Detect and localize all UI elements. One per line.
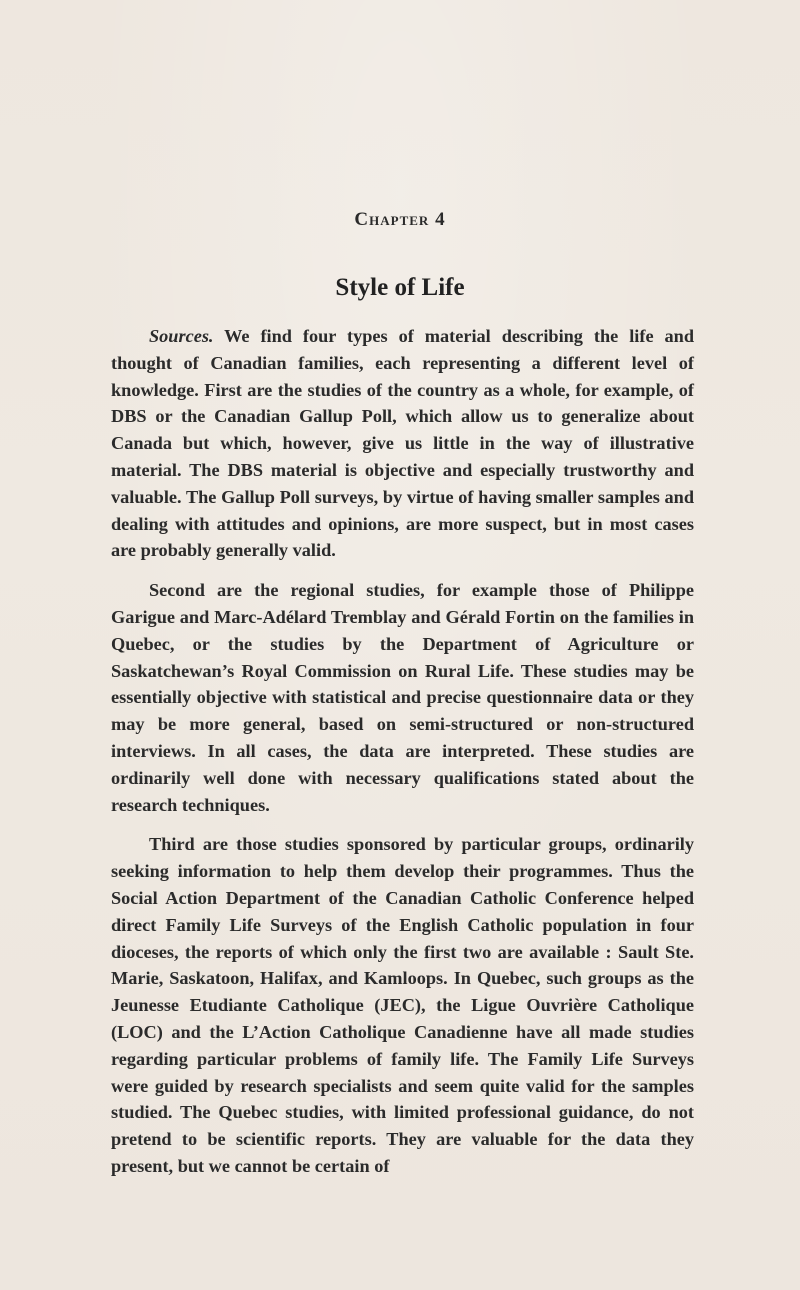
paragraph-text: We find four types of material describing the life and thought of Canadian families, each representing a different level of knowledge. First are the studies of the country as a whole, for example, of DBS or the Canadian Gallup Poll, which allow us to generalize about Canada but which, however, give us little in the way of illustrative material. The DBS material is objective and especially trustworthy and valuable. The Gallup Poll surveys, by virtue of having smaller samples and dealing with attitudes and opinions, are more suspect, but in most cases are probably generally valid.: [111, 326, 694, 561]
chapter-title: Style of Life: [335, 274, 465, 301]
chapter-number: Chapter 4: [354, 209, 446, 230]
paragraph-group-studies: Third are those studies sponsored by particular groups, ordinarily seeking information to help them develop their programmes. Thus the Social Action Department of the Canadian Catholic Conference helped direct Family Life Surveys of the English Catholic population in four dioceses, the reports of which only the first two are available : Sault Ste. Marie, Saskatoon, Halifax, and Kamloops. In Quebec, such groups as the Jeunesse Etudiante Catholique (JEC), the Ligue Ouvrière Catholique (LOC) and the L’Action Catholique Canadienne have all made studies regarding particular problems of family life. The Family Life Surveys were guided by research specialists and seem quite valid for the samples studied. The Quebec studies, with limited professional guidance, do not pretend to be scientific reports. They are valuable for the data they present, but we cannot be certain of: [111, 834, 694, 1176]
paragraph-sources: [111, 323, 694, 564]
body-text: [111, 323, 694, 1193]
paragraph-regional-studies: Second are the regional studies, for example those of Philippe Garigue and Marc-Adélard Tremblay and Gérald Fortin on the families in Quebec, or the studies by the Department of Agriculture or Saskatchewan’s Royal Commission on Rural Life. These studies may be essentially objective with statistical and precise questionnaire data or they may be more general, based on semi-structured or non-structured interviews. In all cases, the data are interpreted. These studies are ordinarily well done with necessary qualifications stated about the research techniques.: [111, 580, 694, 815]
run-in-heading: Sources.: [149, 326, 214, 346]
